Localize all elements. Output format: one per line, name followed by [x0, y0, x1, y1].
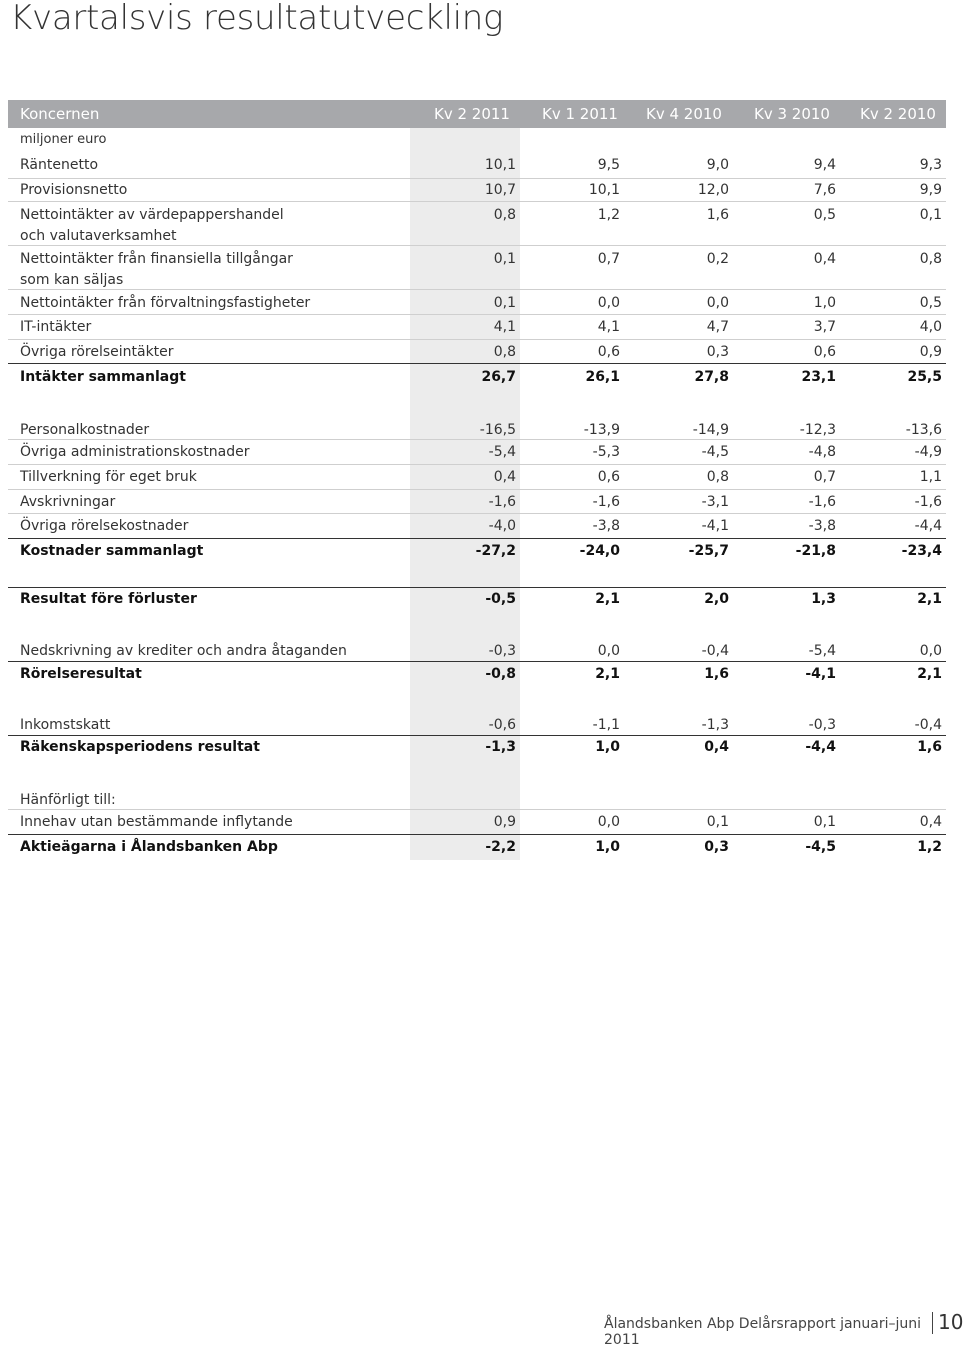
row-label: Nettointäkter från förvaltningsfastigheter: [20, 295, 311, 311]
row-value: 0,7: [597, 251, 620, 267]
row-value: 1,0: [813, 295, 836, 311]
row-divider: [8, 735, 946, 736]
row-value: -4,5: [805, 839, 836, 855]
row-value: -27,2: [475, 543, 516, 559]
row-value: -5,4: [808, 643, 836, 659]
row-value: 10,1: [484, 157, 516, 173]
row-value: -1,3: [701, 717, 729, 733]
row-value: -25,7: [688, 543, 729, 559]
row-value: -0,4: [701, 643, 729, 659]
row-divider: [8, 587, 946, 588]
row-divider: [8, 314, 946, 315]
row-label: Nettointäkter av värdepappershandel: [20, 207, 284, 223]
row-value: 23,1: [801, 369, 836, 385]
row-value: -3,1: [701, 494, 729, 510]
row-value: 0,1: [813, 814, 836, 830]
row-value: 1,0: [595, 739, 620, 755]
unit-label: miljoner euro: [20, 132, 107, 147]
row-value: -0,8: [485, 666, 516, 682]
row-value: -1,6: [808, 494, 836, 510]
row-value: 2,1: [917, 591, 942, 607]
row-label: Personalkostnader: [20, 422, 150, 438]
row-value: 12,0: [697, 182, 729, 198]
row-value: -5,3: [592, 444, 620, 460]
row-value: 4,1: [493, 319, 516, 335]
row-value: -1,1: [592, 717, 620, 733]
row-value: -1,3: [485, 739, 516, 755]
column-header-kv4-2010: Kv 4 2010: [646, 105, 722, 123]
row-value: -4,8: [808, 444, 836, 460]
row-label: Räntenetto: [20, 157, 99, 173]
row-value: 0,8: [706, 469, 729, 485]
row-value: 0,4: [919, 814, 942, 830]
row-value: -13,9: [583, 422, 620, 438]
row-value: 1,2: [597, 207, 620, 223]
row-value: 0,1: [919, 207, 942, 223]
row-value: -4,9: [914, 444, 942, 460]
row-value: 4,1: [597, 319, 620, 335]
footer-divider: [932, 1312, 933, 1334]
row-divider: [8, 809, 946, 810]
row-value: 26,7: [481, 369, 516, 385]
row-value: -4,5: [701, 444, 729, 460]
row-value: 0,0: [597, 643, 620, 659]
row-label: Nettointäkter från finansiella tillgångar: [20, 251, 293, 267]
row-value: 0,0: [597, 295, 620, 311]
row-value: 27,8: [694, 369, 729, 385]
row-value: -2,2: [485, 839, 516, 855]
row-label: Övriga administrationskostnader: [20, 444, 250, 460]
row-value: 0,5: [813, 207, 836, 223]
row-label: IT-intäkter: [20, 319, 92, 335]
row-value: 0,4: [813, 251, 836, 267]
row-value: -0,4: [914, 717, 942, 733]
row-value: 0,9: [919, 344, 942, 360]
row-value: 9,5: [597, 157, 620, 173]
row-label: Övriga rörelseintäkter: [20, 344, 174, 360]
row-value: -4,0: [488, 518, 516, 534]
row-value: 3,7: [813, 319, 836, 335]
row-divider: [8, 834, 946, 835]
row-value: 0,2: [706, 251, 729, 267]
row-value: 0,3: [706, 344, 729, 360]
row-value: 0,4: [493, 469, 516, 485]
row-value: -1,6: [914, 494, 942, 510]
row-value: 0,0: [919, 643, 942, 659]
row-value: 1,1: [919, 469, 942, 485]
row-value: -0,6: [488, 717, 516, 733]
row-value: 2,1: [595, 591, 620, 607]
row-divider: [8, 178, 946, 179]
row-value: -23,4: [901, 543, 942, 559]
row-label: Inkomstskatt: [20, 717, 111, 733]
row-label: Räkenskapsperiodens resultat: [20, 739, 260, 755]
row-divider: [8, 363, 946, 364]
row-value: 1,2: [917, 839, 942, 855]
row-value: 9,0: [706, 157, 729, 173]
row-value: 0,6: [597, 344, 620, 360]
row-label: Aktieägarna i Ålandsbanken Abp: [20, 839, 278, 855]
row-value: 7,6: [813, 182, 836, 198]
row-value: 2,0: [704, 591, 729, 607]
row-value: 1,6: [704, 666, 729, 682]
row-value: 1,6: [917, 739, 942, 755]
row-value: 0,6: [597, 469, 620, 485]
row-label: Intäkter sammanlagt: [20, 369, 186, 385]
row-divider: [8, 538, 946, 539]
footer-text: Ålandsbanken Abp Delårsrapport januari–juni 2011: [604, 1316, 922, 1348]
row-value: 1,3: [811, 591, 836, 607]
row-value: 0,6: [813, 344, 836, 360]
row-value: 2,1: [917, 666, 942, 682]
row-value: 10,7: [484, 182, 516, 198]
row-label: Övriga rörelsekostnader: [20, 518, 189, 534]
row-value: 0,0: [597, 814, 620, 830]
table-header-label: Koncernen: [20, 105, 100, 123]
row-divider: [8, 513, 946, 514]
row-value: -0,3: [488, 643, 516, 659]
page-number: 10: [938, 1310, 963, 1334]
row-value: 9,4: [813, 157, 836, 173]
row-value: 0,8: [493, 344, 516, 360]
row-value: -16,5: [479, 422, 516, 438]
row-value: -4,1: [805, 666, 836, 682]
row-label: Resultat före förluster: [20, 591, 197, 607]
row-value: 26,1: [585, 369, 620, 385]
row-value: 25,5: [907, 369, 942, 385]
row-value: 0,4: [704, 739, 729, 755]
row-divider: [8, 201, 946, 202]
row-value: 0,1: [493, 251, 516, 267]
row-divider: [8, 339, 946, 340]
column-header-kv2-2011: Kv 2 2011: [434, 105, 510, 123]
row-value: -4,1: [701, 518, 729, 534]
row-value: -24,0: [579, 543, 620, 559]
column-header-kv3-2010: Kv 3 2010: [754, 105, 830, 123]
row-label-continuation: som kan säljas: [20, 272, 124, 288]
row-value: 0,8: [493, 207, 516, 223]
row-value: -12,3: [799, 422, 836, 438]
row-value: 2,1: [595, 666, 620, 682]
row-value: -1,6: [592, 494, 620, 510]
row-value: -3,8: [592, 518, 620, 534]
row-value: 0,3: [704, 839, 729, 855]
row-value: 1,0: [595, 839, 620, 855]
column-header-kv2-2010: Kv 2 2010: [860, 105, 936, 123]
row-divider: [8, 489, 946, 490]
row-value: 4,0: [919, 319, 942, 335]
row-value: 10,1: [588, 182, 620, 198]
row-label: Avskrivningar: [20, 494, 116, 510]
row-value: 9,9: [919, 182, 942, 198]
row-value: -4,4: [805, 739, 836, 755]
row-value: 0,8: [919, 251, 942, 267]
row-value: 0,7: [813, 469, 836, 485]
page-title: Kvartalsvis resultatutveckling: [10, 0, 504, 38]
row-value: -4,4: [914, 518, 942, 534]
row-value: -21,8: [795, 543, 836, 559]
row-value: -3,8: [808, 518, 836, 534]
row-value: 0,1: [493, 295, 516, 311]
row-label: Nedskrivning av krediter och andra åtaganden: [20, 643, 347, 659]
row-value: 0,5: [919, 295, 942, 311]
row-label: Innehav utan bestämmande inflytande: [20, 814, 293, 830]
row-divider: [8, 464, 946, 465]
row-label: Kostnader sammanlagt: [20, 543, 204, 559]
column-header-kv1-2011: Kv 1 2011: [542, 105, 618, 123]
row-value: 9,3: [919, 157, 942, 173]
row-value: 0,0: [706, 295, 729, 311]
row-label: Rörelseresultat: [20, 666, 142, 682]
row-divider: [8, 289, 946, 290]
row-value: -1,6: [488, 494, 516, 510]
row-value: -14,9: [692, 422, 729, 438]
row-value: 0,9: [493, 814, 516, 830]
row-value: 1,6: [706, 207, 729, 223]
row-divider: [8, 661, 946, 662]
row-value: -0,3: [808, 717, 836, 733]
row-label: Hänförligt till:: [20, 792, 116, 808]
row-value: 4,7: [706, 319, 729, 335]
row-label: Provisionsnetto: [20, 182, 128, 198]
row-value: 0,1: [706, 814, 729, 830]
row-label: Tillverkning för eget bruk: [20, 469, 197, 485]
row-value: -13,6: [905, 422, 942, 438]
row-label-continuation: och valutaverksamhet: [20, 228, 177, 244]
row-value: -0,5: [485, 591, 516, 607]
row-value: -5,4: [488, 444, 516, 460]
